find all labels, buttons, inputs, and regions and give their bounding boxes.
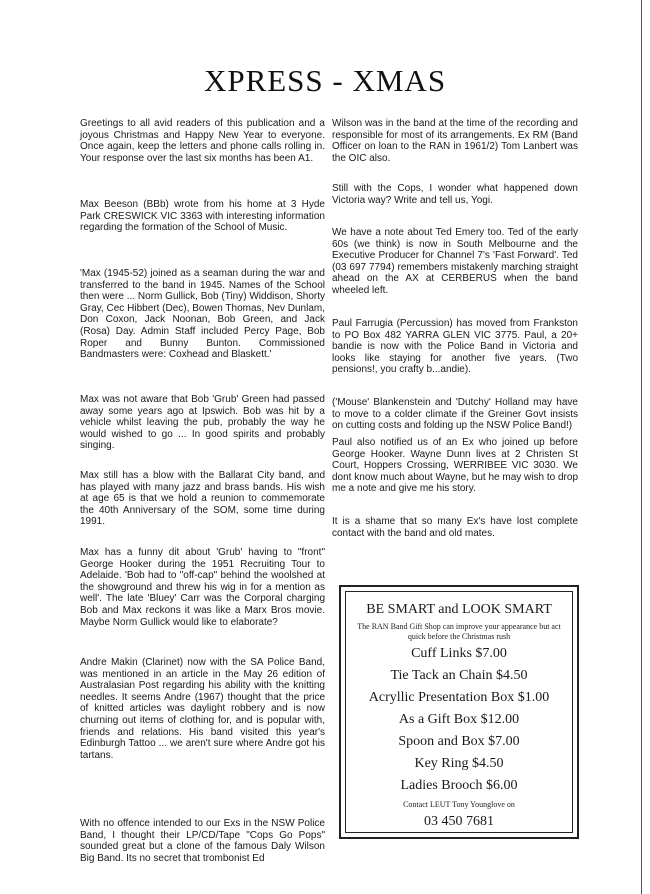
advert-item: Spoon and Box $7.00 [398,734,520,749]
paragraph-wilson: Wilson was in the band at the time of the recording and responsible for most of its arrangements. Ex RM (Band Officer on loan to the RAN in 1961/2) Tom Lanbert was the OIC also. [332,118,578,164]
paragraph-andre-makin: Andre Makin (Clarinet) now with the SA Police Band, was mentioned in an article in the May 26 edition of Australasian Post regarding his ability with the knitting needles. It seems Andre (1967) thought that the price of knitted articles was daylight robbery and is now churning out items of clothing for, and is popular with, friends and relations. His band visited this year's Edinburgh Tattoo ... we aren't sure where Andre got his tartans. [80,657,325,761]
paragraph-greetings: Greetings to all avid readers of this publication and a joyous Christmas and Happy New Year to everyone. Once again, keep the letters and phone calls rolling in. Your response over the last six months has been A1. [80,118,325,164]
paragraph-lost-contact: It is a shame that so many Ex's have lost complete contact with the band and old mates. [332,516,578,539]
advert-item: Cuff Links $7.00 [411,646,507,661]
paragraph-police-band: With no offence intended to our Exs in the NSW Police Band, I thought their LP/CD/Tape "Cops Go Pops" sounded great but a clone of the famous Daly Wilson Big Band. Its no secret that trombonist Ed [80,818,325,864]
paragraph-ted-emery: We have a note about Ted Emery too. Ted of the early 60s (we think) is now in South Melbourne and the Executive Producer for Channel 7's 'Fast Forward'. Ted (03 697 7794) remembers mistakenly marching straight ahead on the AX at CERBERUS when the band wheeled left. [332,227,578,296]
paragraph-mouse-dutchy: ('Mouse' Blankenstein and 'Dutchy' Holland may have to move to a colder climate if the Greiner Govt insists on cutting costs and folding up the NSW Police Band!) [332,397,578,432]
page-title: XPRESS - XMAS [203,63,447,98]
advert-heading: BE SMART and LOOK SMART [366,602,552,617]
paragraph-paul-farrugia: Paul Farrugia (Percussion) has moved from Frankston to PO Box 482 YARRA GLEN VIC 3775. Paul, a 20+ bandie is now with the Police Band in Victoria and looks like staying for another five years. (Two pensions!, you crafty b...andie). [332,318,578,376]
paragraph-max-quote: 'Max (1945-52) joined as a seaman during the war and transferred to the band in 1945. Names of the School then were ... Norm Gullick, Bob (Tiny) Widdison, Shorty Gray, Cec Hibbert (Dec), Bowen Thomas, Nev Dunlam, Don Coxon, Jack Noonan, Bob Green, and Jack (Rosa) Day. Admin Staff included Percy Page, Bob Roper and Bunny Bunton. Commissioned Bandmasters were: Coxhead and Blaskett.' [80,268,325,361]
paragraph-grub-green: Max was not aware that Bob 'Grub' Green had passed away some years ago at Ipswich. Bob was hit by a vehicle whilst leaving the pub, probably the way he would wished to go ... In good spirits and probably singing. [80,394,325,452]
advert-inner-border [345,591,573,833]
page-edge-line [641,0,642,894]
advert-item: As a Gift Box $12.00 [398,712,520,727]
advert-item: Key Ring $4.50 [414,756,504,771]
paragraph-funny-dit: Max has a funny dit about 'Grub' having to "front" George Hooker during the 1951 Recruiting Tour to Adelaide. 'Bob had to "off-cap" behind the woolshed at the showground and threw his wig in for a mention as well'. The late 'Bluey' Carr was the Corporal charging Bob and Max reckons it was like a Marx Bros movie. Maybe Norm Gullick would like to elaborate? [80,547,325,628]
paragraph-max-beeson: Max Beeson (BBb) wrote from his home at 3 Hyde Park CRESWICK VIC 3363 with interesting information regarding the formation of the School of Music. [80,199,325,234]
advert-phone: 03 450 7681 [424,814,494,829]
advert-item: Tie Tack an Chain $4.50 [390,668,528,683]
advert-item: Ladies Brooch $6.00 [400,778,518,793]
paragraph-wayne-dunn: Paul also notified us of an Ex who joined up before George Hooker. Wayne Dunn lives at 2 Christen St Court, Hoppers Crossing, WERRIBEE VIC 3030. We dont know much about Wayne, but he may wish to drop me a note and give me his story. [332,437,578,495]
paragraph-cops: Still with the Cops, I wonder what happened down Victoria way? Write and tell us, Yogi. [332,183,578,206]
gift-shop-advert [339,585,579,839]
advert-item: Acryllic Presentation Box $1.00 [368,690,550,705]
advert-subheading: The RAN Band Gift Shop can improve your appearance but act quick before the Christmas rush [357,622,561,641]
paragraph-ballarat: Max still has a blow with the Ballarat City band, and has played with many jazz and brass bands. His wish at age 65 is that we hold a reunion to commemorate the 40th Anniversary of the SOM, some time during 1991. [80,470,325,528]
advert-contact: Contact LEUT Tony Younglove on [403,800,515,809]
